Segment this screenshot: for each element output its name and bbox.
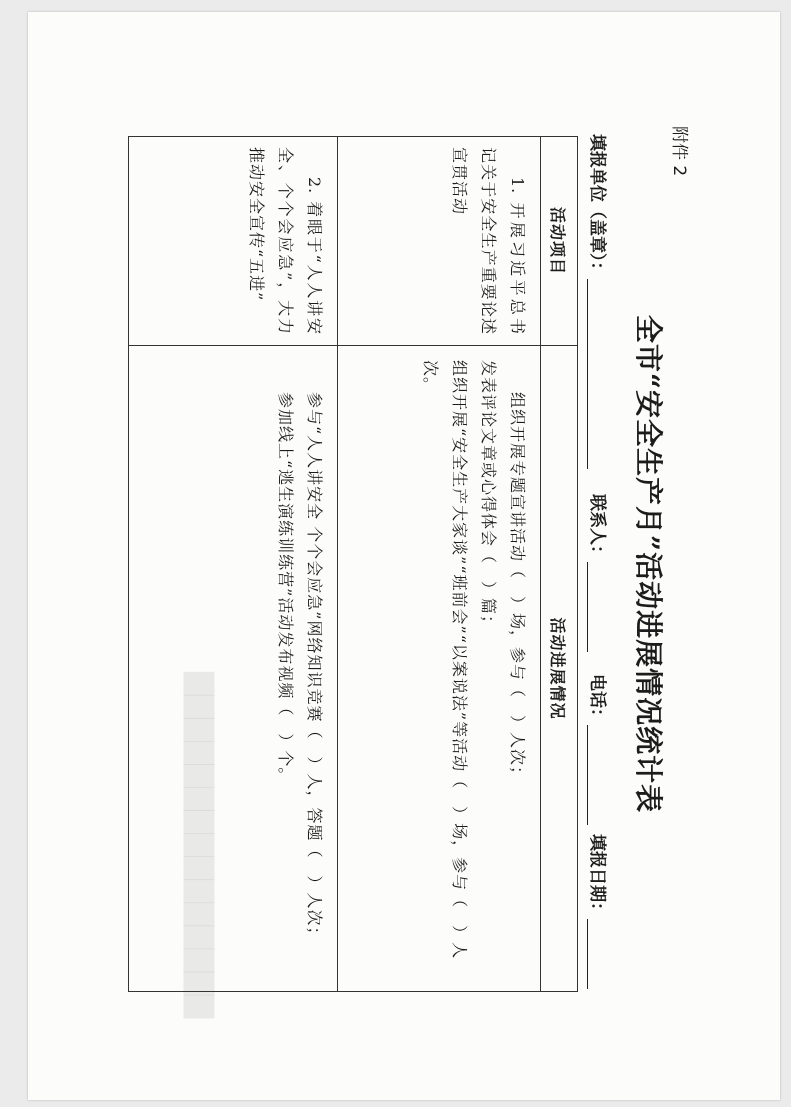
row1-progress	[338, 346, 541, 992]
row1-item-text: 1. 开展习近平总书记关于安全生产重要论述宣贯活动	[450, 147, 527, 335]
row1-progress-line: 组织开展“安全生产大家谈”“班前会”“以案说法”等活动（ ）场，参与（ ）人次。	[421, 360, 469, 960]
header-item: 活动项目	[541, 137, 578, 346]
unit-blank	[587, 279, 604, 469]
row2-progress-line: 参与“人人讲安全 个个会应急”网络知识竞赛（ ）人，答题（ ）人次；	[305, 392, 324, 944]
form-title: 全市“安全生产月”活动进展情况统计表	[632, 314, 665, 814]
date-blank	[587, 919, 604, 989]
statistics-table	[128, 136, 578, 992]
bleed-through-text: ▇▇▇▇▇▇▇▇▇▇▇▇▇▇▇	[183, 672, 218, 1019]
rotated-form-sheet	[236, 124, 696, 1004]
row2-item-text: 2. 着眼于“人人讲安全、个个会应急”，大力推动安全宣传“五进”	[247, 147, 324, 335]
phone-field	[587, 674, 612, 825]
row2-item	[129, 137, 338, 346]
phone-label: 电话：	[587, 674, 607, 725]
row1-item	[338, 137, 541, 346]
header-progress: 活动进展情况	[541, 346, 578, 992]
unit-label: 填报单位（盖章）：	[587, 134, 607, 279]
table-header-row	[541, 137, 578, 992]
row2-progress-line: 参加线上“逃生演练训练营”活动发布视频（ ）个。	[276, 392, 295, 785]
table-row	[338, 137, 541, 992]
contact-field	[587, 494, 612, 652]
contact-label: 联系人：	[587, 494, 607, 562]
date-label: 填报日期：	[587, 834, 607, 919]
phone-blank	[587, 725, 604, 825]
document-page	[28, 12, 780, 1100]
row2-progress	[129, 346, 338, 992]
row1-progress-line: 发表评论文章或心得体会（ ）篇；	[479, 360, 498, 633]
contact-blank	[587, 562, 604, 652]
unit-field	[587, 134, 612, 469]
date-field	[587, 834, 612, 989]
table-row	[129, 137, 338, 992]
row1-progress-line: 组织开展专题宣讲活动（ ）场，参与（ ）人次；	[508, 392, 527, 784]
attachment-label: 附件 2	[669, 126, 689, 177]
